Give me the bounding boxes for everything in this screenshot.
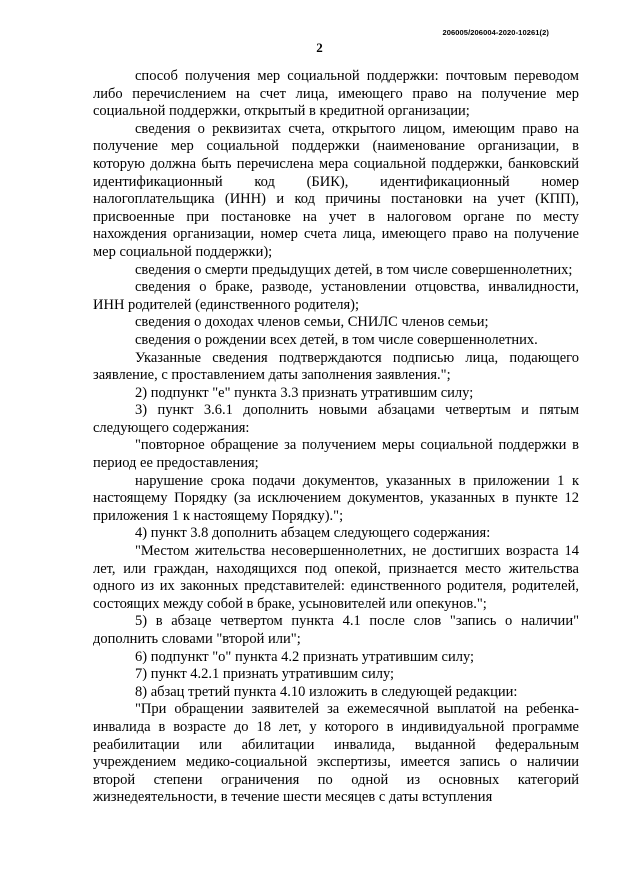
paragraph: 5) в абзаце четвертом пункта 4.1 после слов "запись о наличии" дополнить словами "второй или"; xyxy=(93,613,579,647)
document-number: 206005/206004-2020-10261(2) xyxy=(442,28,549,37)
paragraph: 7) пункт 4.2.1 признать утратившим силу; xyxy=(135,666,395,683)
page-number: 2 xyxy=(316,40,323,55)
paragraph: "повторное обращение за получением меры социальной поддержки в период ее предоставления; xyxy=(93,437,579,472)
paragraph: сведения о смерти предыдущих детей, в том числе совершеннолетних; xyxy=(135,261,573,278)
paragraph: сведения о доходах членов семьи, СНИЛС членов семьи; xyxy=(135,314,489,331)
paragraph: 4) пункт 3.8 дополнить абзацем следующего содержания: xyxy=(135,525,491,542)
paragraph: сведения о рождении всех детей, в том числе совершеннолетних. xyxy=(135,331,538,348)
paragraph: сведения о реквизитах счета, открытого лицом, имеющим право на получение мер социальной поддержки (наименование организации, в которую должна быть перечислена мера социальной поддержки, банковский идентификационный код (БИК), идентификационный номер налогоплательщика (ИНН) и код причины постановки на учет (КПП), присвоенные при постановке на учет в налоговом органе по месту нахождения организации, номер счета лица, имеющего право на получение мер социальной поддержки); xyxy=(93,120,579,260)
document-body xyxy=(93,68,579,807)
paragraph: 6) подпункт "о" пункта 4.2 признать утратившим силу; xyxy=(135,648,475,665)
paragraph: 2) подпункт "е" пункта 3.3 признать утратившим силу; xyxy=(135,384,474,401)
paragraph: 3) пункт 3.6.1 дополнить новыми абзацами четвертым и пятым следующего содержания: xyxy=(93,402,579,436)
paragraph: 8) абзац третий пункта 4.10 изложить в следующей редакции: xyxy=(135,683,518,700)
paragraph: "При обращении заявителей за ежемесячной выплатой на ребенка-инвалида в возрасте до 18 лет, у которого в индивидуальной программе реабилитации или абилитации инвалида, выданной федеральным учреждением медико-социальной экспертизы, имеется запись о наличии второй степени ограничения по одной из основных категорий жизнедеятельности, в течение шести месяцев с даты вступления xyxy=(93,701,579,806)
paragraph: способ получения мер социальной поддержки: почтовым переводом либо перечислением на счет лица, имеющего право на получение мер социальной поддержки, открытый в кредитной организации; xyxy=(93,68,579,120)
paragraph: Указанные сведения подтверждаются подписью лица, подающего заявление, с проставлением даты заполнения заявления."; xyxy=(93,349,579,384)
paragraph: "Местом жительства несовершеннолетних, не достигших возраста 14 лет, или граждан, находящихся под опекой, признается место жительства одного из их законных представителей: единственного родителя, родителей, состоящих между собой в браке, усыновителей или опекунов."; xyxy=(93,543,579,612)
paragraph: сведения о браке, разводе, установлении отцовства, инвалидности, ИНН родителей (единственного родителя); xyxy=(93,279,579,313)
paragraph: нарушение срока подачи документов, указанных в приложении 1 к настоящему Порядку (за исключением документов, указанных в пункте 12 приложения 1 к настоящему Порядку)."; xyxy=(93,472,579,524)
